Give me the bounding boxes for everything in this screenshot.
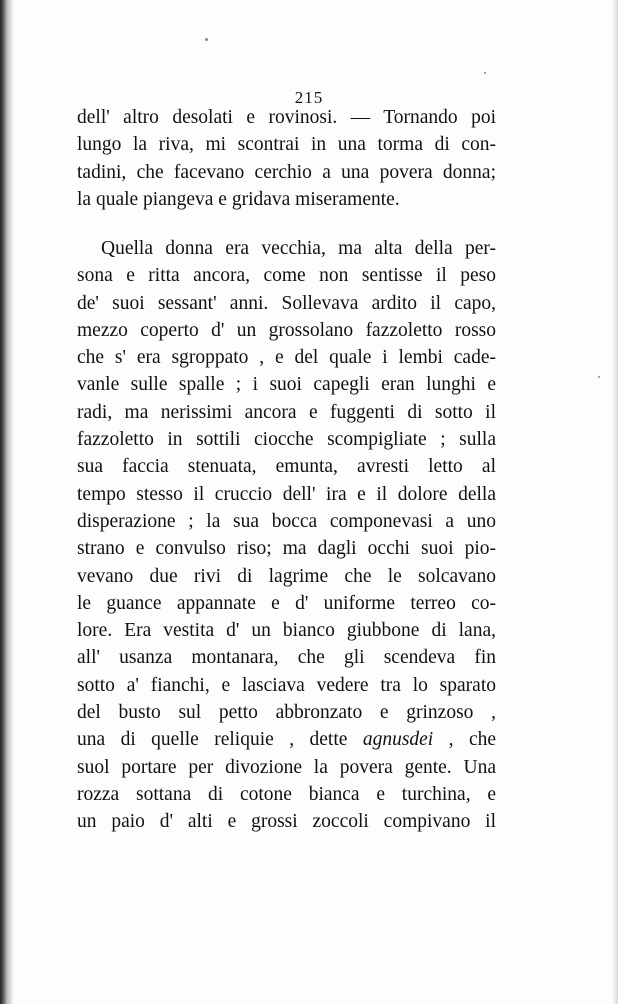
text-fragment: , che (433, 729, 497, 751)
text-line: sotto a' fianchi, e lasciava vedere tra lo sparato (77, 674, 496, 696)
text-line: disperazione ; la sua bocca componevasi a uno (77, 510, 496, 532)
paper-speck (598, 376, 600, 378)
text-line: radi, ma nerissimi ancora e fuggenti di sotto il (77, 401, 496, 423)
paper-speck (484, 72, 486, 74)
text-line: un paio d' alti e grossi zoccoli compivano il (77, 811, 496, 833)
text-line: sua faccia stenuata, emunta, avresti letto al (77, 456, 496, 478)
text-line-with-italic (77, 726, 496, 753)
text-line: lungo la riva, mi scontrai in una torma di con- (77, 134, 496, 156)
text-line: Quella donna era vecchia, ma alta della per- (101, 238, 496, 259)
text-line: all' usanza montanara, che gli scendeva fin (77, 647, 496, 669)
text-line: sona e ritta ancora, come non sentisse il peso (77, 265, 496, 287)
text-line: de' suoi sessant' anni. Sollevava ardito il capo, (77, 292, 496, 314)
page-number: 215 (294, 88, 324, 107)
text-line: tempo stesso il cruccio dell' ira e il dolore della (77, 483, 496, 505)
text-line: dell' altro desolati e rovinosi. — Tornando poi (77, 107, 496, 128)
paper-speck (205, 38, 208, 41)
text-line: che s' era sgroppato , e del quale i lembi cade- (77, 347, 496, 369)
text-line: suol portare per divozione la povera gente. Una (77, 756, 496, 778)
text-line: vanle sulle spalle ; i suoi capegli eran lunghi e (77, 374, 496, 396)
text-line: vevano due rivi di lagrime che le solcavano (77, 565, 496, 587)
paragraph-quella-donna (77, 235, 496, 836)
text-line: rozza sottana di cotone bianca e turchina, e (77, 783, 496, 805)
text-line: strano e convulso riso; ma dagli occhi suoi pio- (77, 538, 496, 560)
binding-shadow (0, 0, 14, 1004)
italic-term: agnusdei (362, 729, 434, 751)
page-edge (612, 0, 618, 1004)
text-line: le guance appannate e d' uniforme terreo co- (77, 592, 496, 614)
text-line: lore. Era vestita d' un bianco giubbone di lana, (77, 620, 496, 642)
paragraph-continuation (77, 104, 496, 213)
text-line: la quale piangeva e gridava miseramente. (77, 188, 400, 210)
text-line: mezzo coperto d' un grossolano fazzoletto rosso (77, 319, 496, 341)
text-line: fazzoletto in sottili ciocche scompigliate ; sulla (77, 429, 496, 451)
text-line: tadini, che facevano cerchio a una povera donna; (77, 161, 496, 183)
text-fragment: una di quelle reliquie , dette (77, 729, 363, 751)
text-line: del busto sul petto abbronzato e grinzoso , (77, 702, 496, 724)
